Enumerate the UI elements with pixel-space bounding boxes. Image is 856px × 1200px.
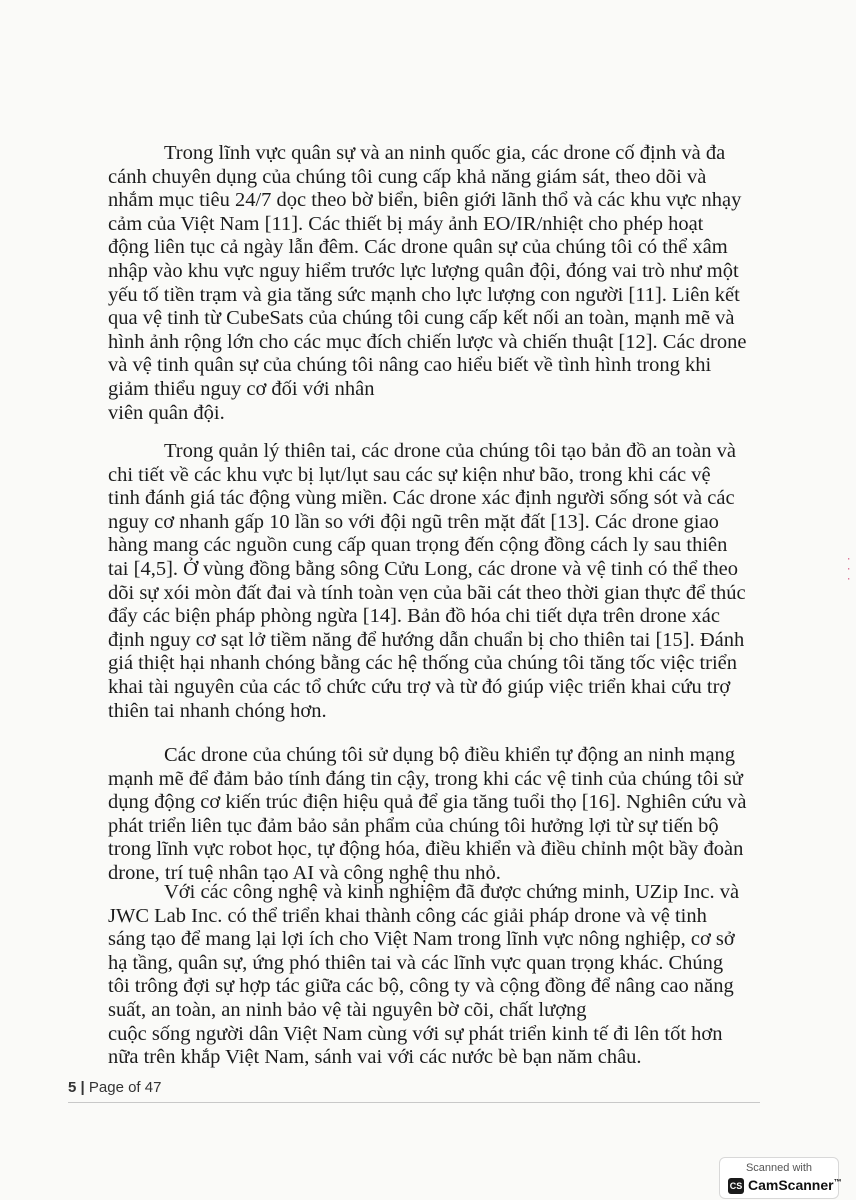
text-line: nhập vào khu vực nguy hiểm trước lực lượng quân đội, đóng vai trò như một — [108, 259, 739, 282]
text-line: Trong quản lý thiên tai, các drone của chúng tôi tạo bản đồ an toàn và — [164, 440, 736, 462]
text-line: phát triển liên tục đảm bảo sản phẩm của chúng tôi hưởng lợi từ sự tiến bộ — [108, 814, 719, 837]
camscanner-watermark — [719, 1157, 842, 1199]
text-line: hạ tầng, quân sự, ứng phó thiên tai và các lĩnh vực quan trọng khác. Chúng — [108, 951, 724, 974]
page-footer — [68, 1079, 161, 1096]
text-line: dõi sự xói mòn đất đai và tính toàn vẹn của bãi cát theo thời gian thực để thúc — [108, 581, 746, 604]
text-line: động liên tục cả ngày lẫn đêm. Các drone quân sự của chúng tôi có thể xâm — [108, 236, 728, 259]
text-line: thiên tai nhanh chóng hơn. — [108, 699, 327, 722]
trademark-mark: ™ — [833, 1177, 842, 1187]
text-line: dụng động cơ kiến trúc điện hiệu quả để gia tăng tuổi thọ [16]. Nghiên cứu và — [108, 791, 747, 814]
page-number: 5 — [68, 1079, 77, 1096]
text-line: sáng tạo để mang lại lợi ích cho Việt Nam trong lĩnh vực nông nghiệp, cơ sở — [108, 928, 735, 951]
text-line: cuộc sống người dân Việt Nam cùng với sự phát triển kinh tế đi lên tốt hơn — [108, 1022, 723, 1045]
text-line: nguy cơ nhanh gấp 10 lần so với đội ngũ trên mặt đất [13]. Các drone giao — [108, 510, 719, 533]
scan-edge-marks: · · · — [846, 555, 852, 585]
text-line: cánh chuyên dụng của chúng tôi cung cấp khả năng giám sát, theo dõi và — [108, 165, 707, 188]
text-line: drone, trí tuệ nhân tạo AI và công nghệ thu nhỏ. — [108, 861, 501, 884]
paragraph-military — [108, 142, 768, 425]
paragraph-disaster — [108, 440, 768, 723]
text-line: hàng mang các nguồn cung cấp quan trọng đến cộng đồng cách ly sau thiên — [108, 534, 728, 557]
text-line: JWC Lab Inc. có thể triển khai thành công các giải pháp drone và vệ tinh — [108, 904, 707, 927]
watermark-brand — [748, 1177, 842, 1193]
text-line: tinh đánh giá tác động vùng miền. Các drone xác định người sống sót và các — [108, 487, 735, 510]
text-line: qua vệ tinh từ CubeSats của chúng tôi cung cấp kết nối an toàn, mạnh mẽ và — [108, 307, 735, 330]
paragraph-conclusion — [108, 881, 768, 1070]
text-line: suất, an toàn, an ninh bảo vệ tài nguyên bờ cõi, chất lượng — [108, 998, 587, 1021]
page-count-text: Page of 47 — [88, 1079, 162, 1096]
text-line: giảm thiểu nguy cơ đối với nhân — [108, 377, 375, 400]
camscanner-logo-icon: CS — [728, 1178, 744, 1194]
text-line: nữa trên khắp Việt Nam, sánh vai với các nước bè bạn năm châu. — [108, 1046, 642, 1069]
brand-name: CamScanner — [748, 1177, 834, 1193]
text-line: viên quân đội. — [108, 401, 225, 424]
text-line: tôi trông đợi sự hợp tác giữa các bộ, công ty và cộng đồng để nâng cao năng — [108, 975, 734, 998]
text-line: đẩy các biện pháp phòng ngừa [14]. Bản đồ hóa chi tiết dựa trên drone xác — [108, 605, 720, 628]
text-line: tai [4,5]. Ở vùng đồng bằng sông Cửu Long, các drone và vệ tinh có thể theo — [108, 557, 738, 580]
footer-separator: | — [80, 1079, 85, 1096]
text-line: Các drone của chúng tôi sử dụng bộ điều khiển tự động an ninh mạng — [164, 744, 736, 766]
text-line: khai tài nguyên của các tổ chức cứu trợ và từ đó giúp việc triển khai cứu trợ — [108, 675, 731, 698]
text-line: mạnh mẽ để đảm bảo tính đáng tin cậy, trong khi các vệ tinh của chúng tôi sử — [108, 767, 743, 790]
text-line: nhắm mục tiêu 24/7 dọc theo bờ biển, biên giới lãnh thổ và các khu vực nhạy — [108, 189, 742, 212]
text-line: giá thiệt hại nhanh chóng bằng các hệ thống của chúng tôi tăng tốc việc triển — [108, 652, 738, 675]
text-line: chi tiết về các khu vực bị lụt/lụt sau các sự kiện như bão, trong khi các vệ — [108, 463, 711, 486]
text-line: Với các công nghệ và kinh nghiệm đã được chứng minh, UZip Inc. và — [164, 881, 740, 903]
text-line: và vệ tinh quân sự của chúng tôi nâng cao hiểu biết về tình hình trong khi — [108, 354, 712, 377]
text-line: hình ảnh rộng lớn cho các mục đích chiến lược và chiến thuật [12]. Các drone — [108, 330, 747, 353]
text-line: cảm của Việt Nam [11]. Các thiết bị máy ảnh EO/IR/nhiệt cho phép hoạt — [108, 212, 704, 235]
text-line: định nguy cơ sạt lở tiềm năng để hướng dẫn chuẩn bị cho thiên tai [15]. Đánh — [108, 628, 745, 651]
text-line: Trong lĩnh vực quân sự và an ninh quốc gia, các drone cố định và đa — [164, 142, 726, 164]
footer-divider — [68, 1102, 760, 1103]
watermark-caption: Scanned with — [745, 1162, 813, 1174]
text-line: trong lĩnh vực robot học, tự động hóa, điều khiển và điều chỉnh một bầy đoàn — [108, 838, 744, 861]
paragraph-technology — [108, 744, 768, 886]
text-line: yếu tố tiền trạm và gia tăng sức mạnh cho lực lượng con người [11]. Liên kết — [108, 283, 740, 306]
